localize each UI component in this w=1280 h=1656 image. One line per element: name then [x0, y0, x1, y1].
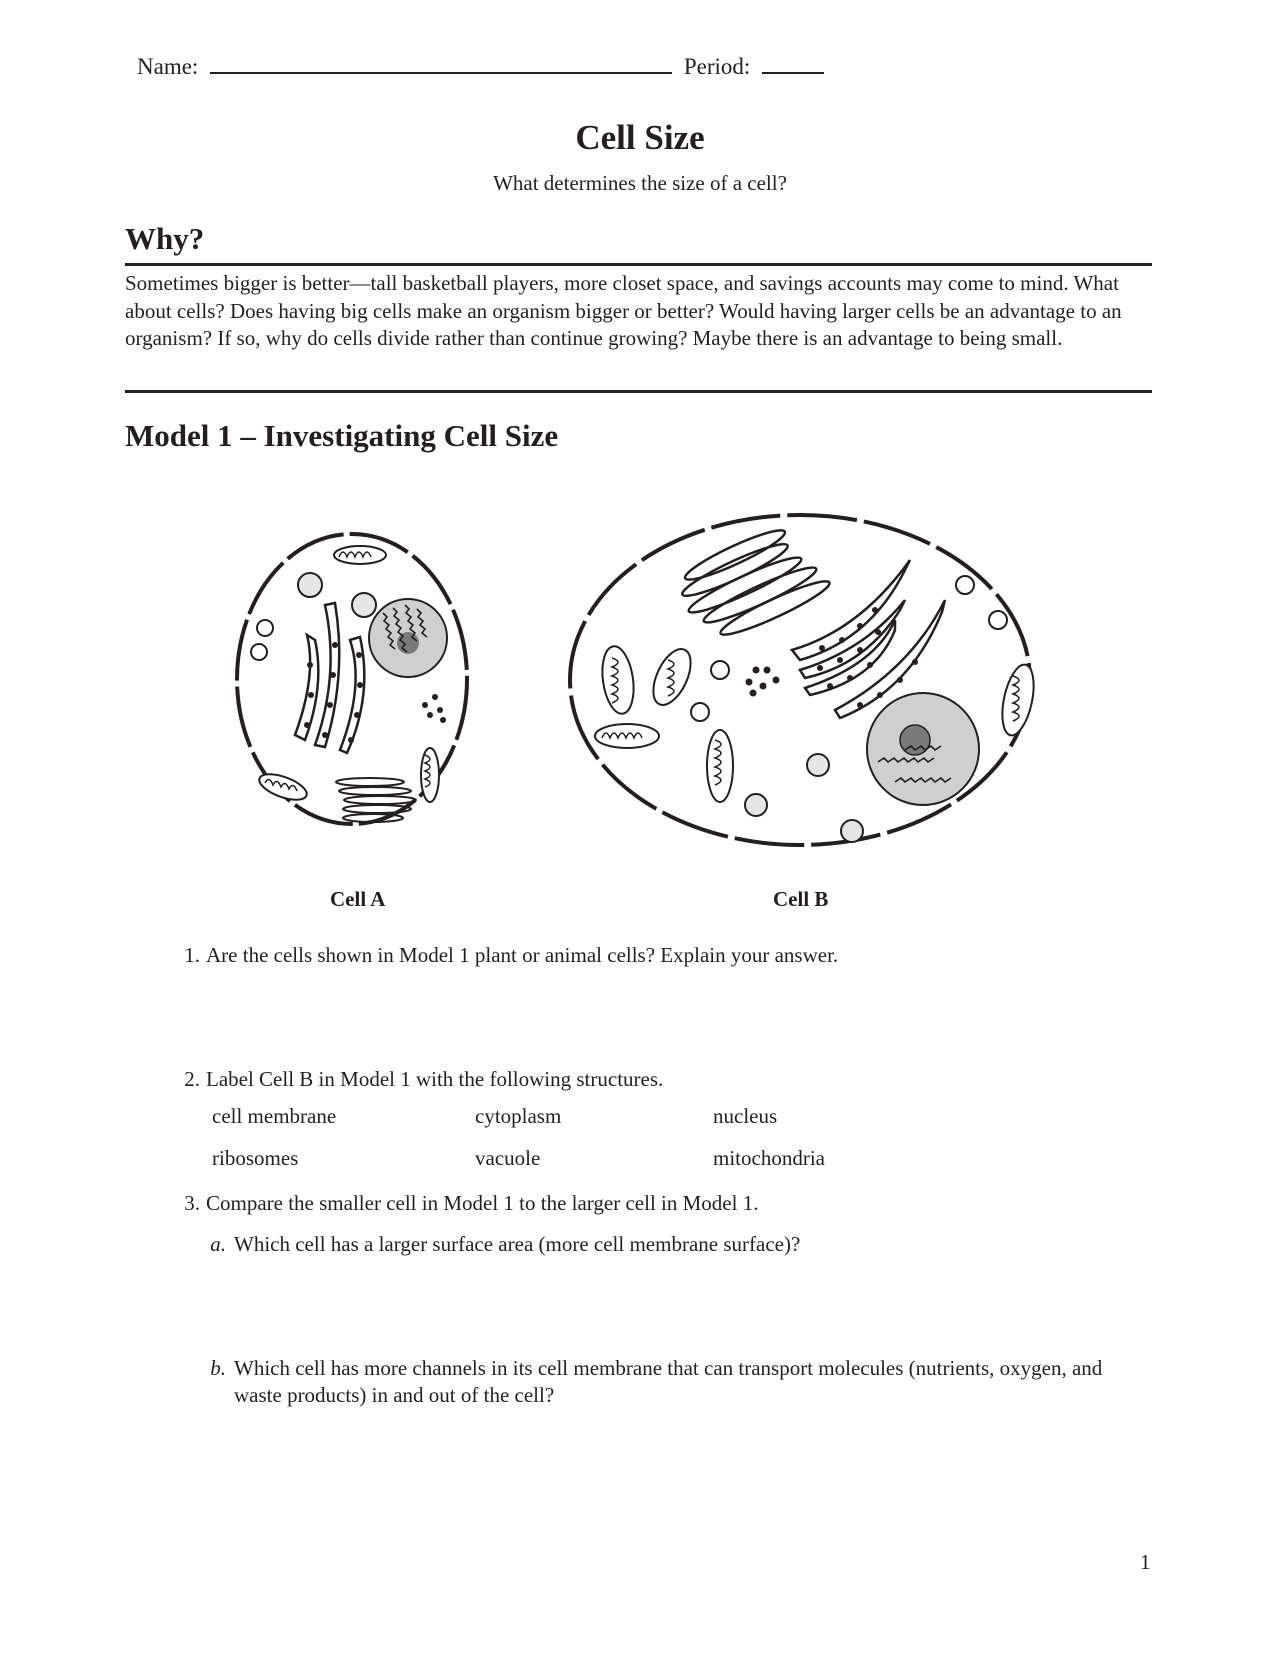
why-bottom-rule [125, 390, 1152, 393]
question-number: 2. [184, 1067, 200, 1091]
structure-term: nucleus [713, 1104, 778, 1128]
question-number: 3. [184, 1191, 200, 1215]
part-letter: b. [210, 1356, 226, 1380]
cell-a-diagram [225, 525, 485, 845]
question-2 [170, 1066, 663, 1093]
cell-b-label: Cell B [773, 887, 829, 911]
question-3a [204, 1231, 800, 1258]
name-blank[interactable] [210, 52, 672, 74]
question-3 [170, 1190, 758, 1217]
period-blank[interactable] [762, 52, 824, 74]
structure-term: vacuole [475, 1146, 541, 1170]
why-body: Sometimes bigger is better—tall basketball players, more closet space, and savings accounts may come to mind. What about cells? Does having big cells make an organism bigger or better? Would having larger cells be an advantage to an organism? If so, why do cells divide rather than continue growing? Maybe there is an advantage to being small. [125, 271, 1122, 350]
part-text: Which cell has a larger surface area (more cell membrane surface)? [234, 1232, 801, 1256]
why-heading: Why? [125, 221, 205, 256]
period-label: Period: [683, 54, 751, 79]
question-3b [204, 1355, 1144, 1409]
structure-term: mitochondria [713, 1146, 825, 1170]
question-text: Compare the smaller cell in Model 1 to the larger cell in Model 1. [206, 1191, 759, 1215]
cell-a-label: Cell A [330, 887, 386, 911]
page-subtitle: What determines the size of a cell? [493, 171, 787, 195]
structure-term: cytoplasm [475, 1104, 562, 1128]
structures-list [212, 1104, 825, 1188]
question-text: Label Cell B in Model 1 with the following structures. [206, 1067, 664, 1091]
page-number: 1 [1140, 1550, 1151, 1574]
question-1 [170, 942, 838, 969]
name-label: Name: [137, 54, 199, 79]
question-text: Are the cells shown in Model 1 plant or animal cells? Explain your answer. [206, 943, 839, 967]
structure-term: ribosomes [212, 1146, 299, 1170]
model-heading: Model 1 – Investigating Cell Size [125, 418, 559, 453]
why-top-rule [125, 263, 1152, 266]
name-period-header [137, 52, 830, 80]
part-letter: a. [210, 1232, 226, 1256]
question-number: 1. [184, 943, 200, 967]
page-title: Cell Size [575, 118, 705, 157]
cell-b-diagram [560, 500, 1040, 860]
structure-term: cell membrane [212, 1104, 337, 1128]
part-text: Which cell has more channels in its cell membrane that can transport molecules (nutrients, oxygen, and waste products) in and out of the cell? [234, 1356, 1103, 1407]
